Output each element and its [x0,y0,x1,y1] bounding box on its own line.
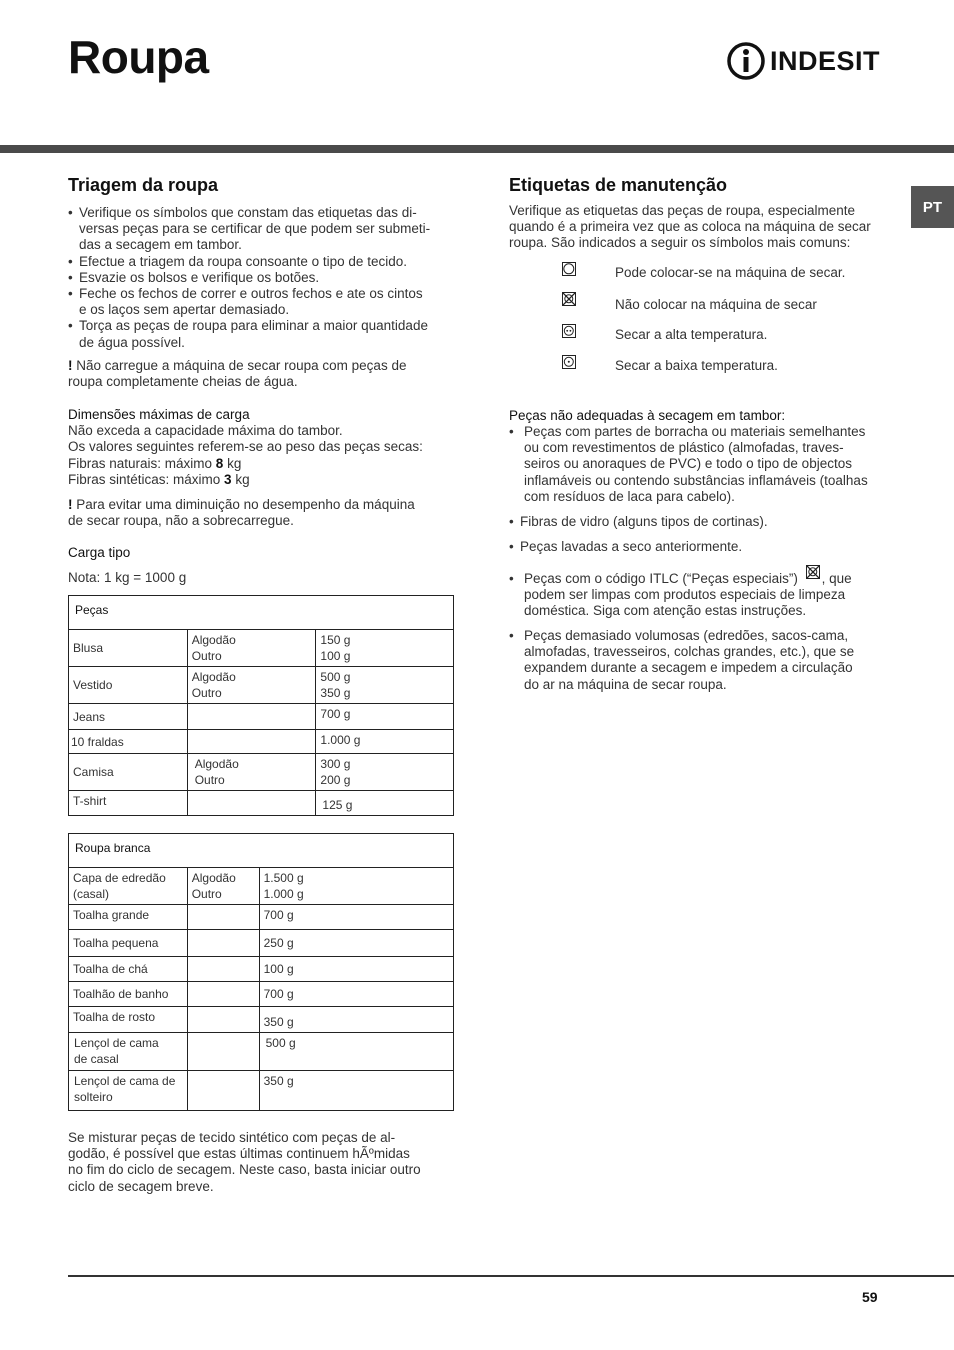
warning-overload: ! Para evitar uma diminuição no desempenho da máquina de secar roupa, não a sobrecarregue. [68,497,415,529]
table-row: Capa de edredão (casal) Algodão Outro 1.500 g 1.000 g [69,868,454,905]
symbol-label: Pode colocar-se na máquina de secar. [615,265,846,280]
tumble-dry-ok-icon [562,262,576,276]
table-row: Lençol de cama de casal 500 g [69,1033,454,1071]
indesit-logo [726,40,888,82]
load-table-linen [68,833,454,1111]
table-row: Jeans 700 g [69,704,454,730]
synthetic-fibres-limit: Fibras sintéticas: máximo 3 kg [68,471,250,487]
table-row: 10 fraldas 1.000 g [69,730,454,754]
section-heading-triagem: Triagem da roupa [68,175,219,195]
unsuitable-item: • Peças com o código ITLC (“Peças especiais”) , que podem ser limpas com produtos especiais de limpeza doméstica. Siga com atenção estas instruções. [509,571,899,620]
unsuitable-item: • Peças demasiado volumosas (edredões, sacos-cama, almofadas, travesseiros, colchas grandes, etc.), que se expandem durante a secagem e impedem a circulação do ar na máquina de secar roupa. [509,628,899,693]
table-row: Toalha pequena 250 g [69,930,454,957]
indesit-logo-mark [726,40,766,82]
table-row: Toalha de chá 100 g [69,957,454,982]
bullet-item: • Efectue a triagem da roupa consoante o tipo de tecido. [68,254,458,270]
bullet-item: • Feche os fechos de correr e outros fechos e ate os cintos e os laços sem apertar demasiado. [68,286,458,318]
symbol-label: Secar a alta temperatura. [615,327,768,342]
weight-note: Nota: 1 kg = 1000 g [68,570,187,585]
page-number: 59 [862,1289,878,1305]
table-row: Toalha de rosto 350 g [69,1007,454,1033]
table-row: Lençol de cama de solteiro 350 g [69,1071,454,1111]
tumble-dry-low-icon [562,355,576,369]
do-not-tumble-dry-icon [562,292,576,306]
tumble-dry-high-icon [562,324,576,338]
unsuitable-item: • Fibras de vidro (alguns tipos de cortinas). [509,514,899,530]
carga-tipo-heading: Carga tipo [68,545,131,560]
table-header: Roupa branca [69,834,454,868]
bullet-item: • Torça as peças de roupa para eliminar a maior quantidade de água possível. [68,318,458,350]
footer-divider [68,1275,954,1277]
table-row: Vestido Algodão Outro 500 g 350 g [69,667,454,704]
unsuitable-item: • Peças lavadas a seco anteriormente. [509,539,899,555]
unsuitable-item: • Peças com partes de borracha ou materiais semelhantes ou com revestimentos de plástico (almofadas, traves- seiros ou anoraques de PVC) e todo o tipo de objectos inflamáveis ou contendo substâncias inflamáveis (toalhas com resíduos de laca para cabelo). [509,424,899,505]
brand-wordmark: INDESIT [770,46,881,76]
symbol-label: Não colocar na máquina de secar [615,297,817,312]
page-title: Roupa [68,31,209,83]
dimensions-block: Dimensões máximas de carga Não exceda a capacidade máxima do tambor. Os valores seguintes referem-se ao peso das peças secas: Fibras naturais: máximo 8 kg Fibras sintéticas: máximo 3 kg [68,407,458,488]
table-row: Toalhão de banho 700 g [69,982,454,1007]
header-divider [0,145,954,153]
dimensions-heading: Dimensões máximas de carga [68,407,250,422]
load-table-garments [68,595,454,816]
table-row: T-shirt 125 g [69,791,454,816]
table-row: Camisa Algodão Outro 300 g 200 g [69,754,454,791]
language-tab: PT [911,186,954,228]
unsuitable-heading: Peças não adequadas à secagem em tambor: [509,408,786,423]
section-heading-etiquetas: Etiquetas de manutenção [509,175,728,195]
care-labels-intro: Verifique as etiquetas das peças de roupa, especialmente quando é a primeira vez que as coloca na máquina de secar roupa. São indicados a seguir os símbolos mais comuns: [509,203,871,251]
bullet-item: • Esvazie os bolsos e verifique os botões. [68,270,458,286]
bullet-item: • Verifique os símbolos que constam das etiquetas das di- versas peças para se certificar de que podem ser submeti- das a secagem em tambor. [68,205,458,254]
natural-fibres-limit: Fibras naturais: máximo 8 kg [68,455,242,471]
table-row: Blusa Algodão Outro 150 g 100 g [69,630,454,667]
itlc-special-care-icon [806,565,820,579]
table-header: Peças [69,596,454,630]
triagem-bullets [68,205,458,351]
table-row: Toalha grande 700 g [69,905,454,930]
mixed-fabrics-note: Se misturar peças de tecido sintético com peças de al- godão, é possível que estas últimas continuem hÃºmidas no fim do ciclo de secagem. Neste caso, basta iniciar outro ciclo de secagem breve. [68,1130,421,1194]
symbol-label: Secar a baixa temperatura. [615,358,778,373]
warning-wet-clothes: ! Não carregue a máquina de secar roupa com peças de roupa completamente cheias de água. [68,358,407,390]
